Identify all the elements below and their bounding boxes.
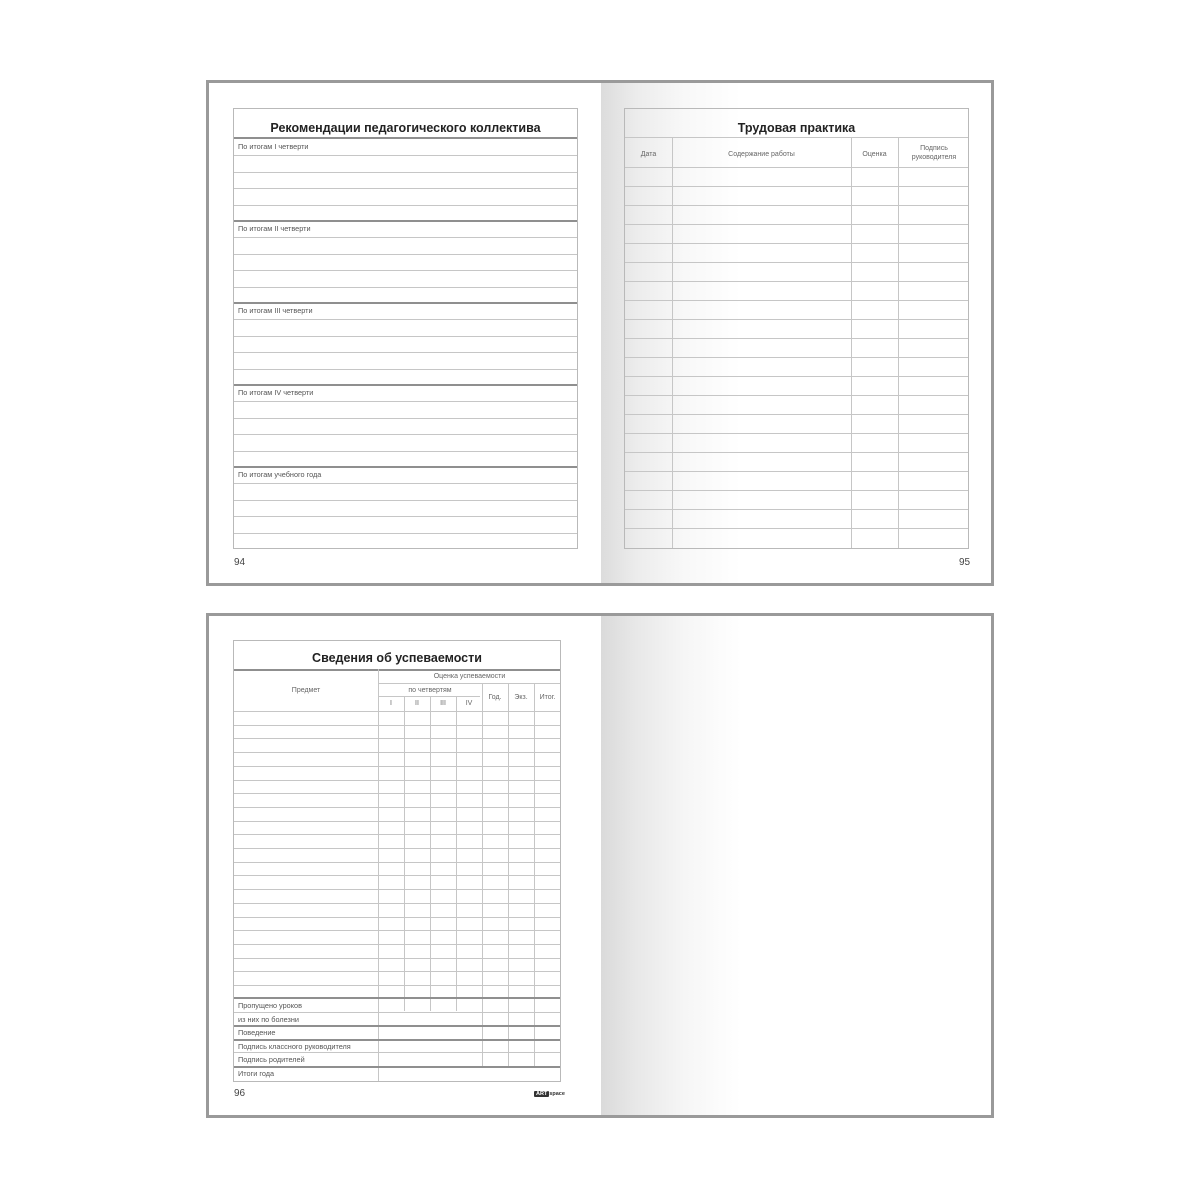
- table-row-line: [234, 848, 560, 849]
- quarter-1-header: I: [390, 700, 392, 707]
- writing-line: [234, 287, 577, 288]
- quarter-4-header: IV: [465, 700, 473, 707]
- table-row-line: [234, 780, 560, 781]
- table-row-line: [625, 528, 968, 529]
- table-row-line: [625, 338, 968, 339]
- header-bottom-line: [625, 167, 968, 168]
- table-row-line: [625, 243, 968, 244]
- footer-row-label: Подпись классного руководителя: [238, 1041, 351, 1051]
- table-row-line: [625, 509, 968, 510]
- column-grade-header: Оценка: [862, 151, 887, 158]
- exam-grade-header: Экз.: [514, 694, 528, 701]
- table-row-line: [625, 471, 968, 472]
- table-row-line: [234, 766, 560, 767]
- title-underline: [234, 137, 577, 139]
- column-date-header: Дата: [640, 151, 657, 158]
- footer-row-label: Пропущено уроков: [238, 1001, 302, 1010]
- footer-row-label: Итоги года: [238, 1069, 275, 1078]
- writing-line: [234, 319, 577, 320]
- writing-line: [234, 401, 577, 402]
- section-divider: [234, 220, 577, 222]
- table-row-line: [625, 490, 968, 491]
- grade-group-line: [378, 683, 560, 684]
- table-row-line: [625, 224, 968, 225]
- quarters-group-line: [378, 696, 480, 697]
- quarters-group-header: по четвертям: [408, 687, 452, 694]
- section-label: По итогам учебного года: [238, 470, 322, 479]
- column-divider: [851, 137, 852, 548]
- table-row-line: [625, 395, 968, 396]
- table-row-line: [234, 821, 560, 822]
- table-row-line: [625, 281, 968, 282]
- table-row-line: [234, 752, 560, 753]
- quarter-column-divider: [456, 696, 457, 1011]
- title-underline: [234, 669, 560, 671]
- table-row-line: [234, 903, 560, 904]
- quarter-2-header: II: [415, 700, 419, 707]
- spread-pages-94-95: [206, 80, 994, 586]
- academic-performance-table: [233, 640, 561, 1082]
- footer-row-line: [234, 1025, 560, 1027]
- table-row-line: [234, 971, 560, 972]
- footer-row-label: Подпись родителей: [238, 1055, 305, 1065]
- quarter-column-divider: [430, 696, 431, 1011]
- table-row-line: [625, 300, 968, 301]
- table-row-line: [234, 958, 560, 959]
- column-divider: [898, 137, 899, 548]
- artspace-logo: [534, 1091, 565, 1097]
- section-divider: [234, 384, 577, 386]
- year-grade-header: Год.: [488, 694, 502, 701]
- table-row-line: [625, 357, 968, 358]
- grade-group-header: Оценка успеваемости: [433, 673, 506, 680]
- footer-divider: [234, 997, 560, 999]
- quarter-3-header: III: [440, 700, 446, 707]
- table-row-line: [234, 834, 560, 835]
- footer-row-label: Поведение: [238, 1028, 276, 1038]
- table-row-line: [234, 738, 560, 739]
- table-row-line: [625, 414, 968, 415]
- table-row-line: [234, 889, 560, 890]
- page-number-96: 96: [234, 1088, 246, 1099]
- writing-line: [234, 155, 577, 156]
- writing-line: [234, 352, 577, 353]
- final-grade-header: Итог.: [539, 694, 556, 701]
- writing-line: [234, 172, 577, 173]
- footer-row-line: [234, 1066, 560, 1068]
- writing-line: [234, 237, 577, 238]
- table-row-line: [625, 433, 968, 434]
- writing-line: [234, 270, 577, 271]
- writing-line: [234, 418, 577, 419]
- spread-page-96: [206, 613, 994, 1118]
- table-row-line: [625, 319, 968, 320]
- recommendations-title: Рекомендации педагогического коллектива: [270, 121, 541, 135]
- work-practice-title: Трудовая практика: [737, 121, 856, 135]
- footer-row-label: из них по болезни: [238, 1014, 299, 1024]
- table-row-line: [234, 875, 560, 876]
- page-gutter-shadow: [601, 616, 741, 1115]
- work-practice-table: [624, 108, 969, 549]
- artspace-logo-text: space: [549, 1091, 565, 1097]
- header-bottom-line: [234, 711, 560, 712]
- page-number-95: 95: [959, 557, 971, 568]
- academic-performance-title: Сведения об успеваемости: [312, 651, 482, 665]
- artspace-logo-mark: ART: [536, 1091, 548, 1097]
- footer-row-line: [234, 1039, 560, 1041]
- footer-row-line: [234, 1012, 560, 1013]
- writing-line: [234, 336, 577, 337]
- table-row-line: [234, 862, 560, 863]
- section-divider: [234, 466, 577, 468]
- section-label: По итогам IV четверти: [238, 388, 314, 397]
- column-work-content-header: Содержание работы: [728, 151, 795, 158]
- table-row-line: [234, 725, 560, 726]
- writing-line: [234, 205, 577, 206]
- section-divider: [234, 302, 577, 304]
- recommendations-table: [233, 108, 578, 549]
- column-supervisor-signature-header: Подпись руководителя: [911, 145, 957, 161]
- writing-line: [234, 369, 577, 370]
- writing-line: [234, 451, 577, 452]
- section-label: По итогам III четверти: [238, 306, 313, 315]
- table-row-line: [234, 807, 560, 808]
- table-row-line: [625, 186, 968, 187]
- writing-line: [234, 188, 577, 189]
- page-number-94: 94: [234, 557, 246, 568]
- writing-line: [234, 500, 577, 501]
- subject-column-header: Предмет: [291, 687, 321, 694]
- table-row-line: [625, 262, 968, 263]
- table-row-line: [234, 917, 560, 918]
- quarter-column-divider: [404, 696, 405, 1011]
- writing-line: [234, 516, 577, 517]
- writing-line: [234, 483, 577, 484]
- table-row-line: [234, 985, 560, 986]
- table-row-line: [234, 944, 560, 945]
- section-label: По итогам I четверти: [238, 142, 309, 151]
- footer-row-line: [234, 1052, 560, 1053]
- writing-line: [234, 254, 577, 255]
- section-label: По итогам II четверти: [238, 224, 311, 233]
- writing-line: [234, 533, 577, 534]
- table-row-line: [234, 793, 560, 794]
- table-row-line: [625, 452, 968, 453]
- table-row-line: [234, 930, 560, 931]
- title-underline: [625, 137, 968, 138]
- table-row-line: [625, 205, 968, 206]
- column-divider: [672, 137, 673, 548]
- writing-line: [234, 434, 577, 435]
- table-row-line: [625, 376, 968, 377]
